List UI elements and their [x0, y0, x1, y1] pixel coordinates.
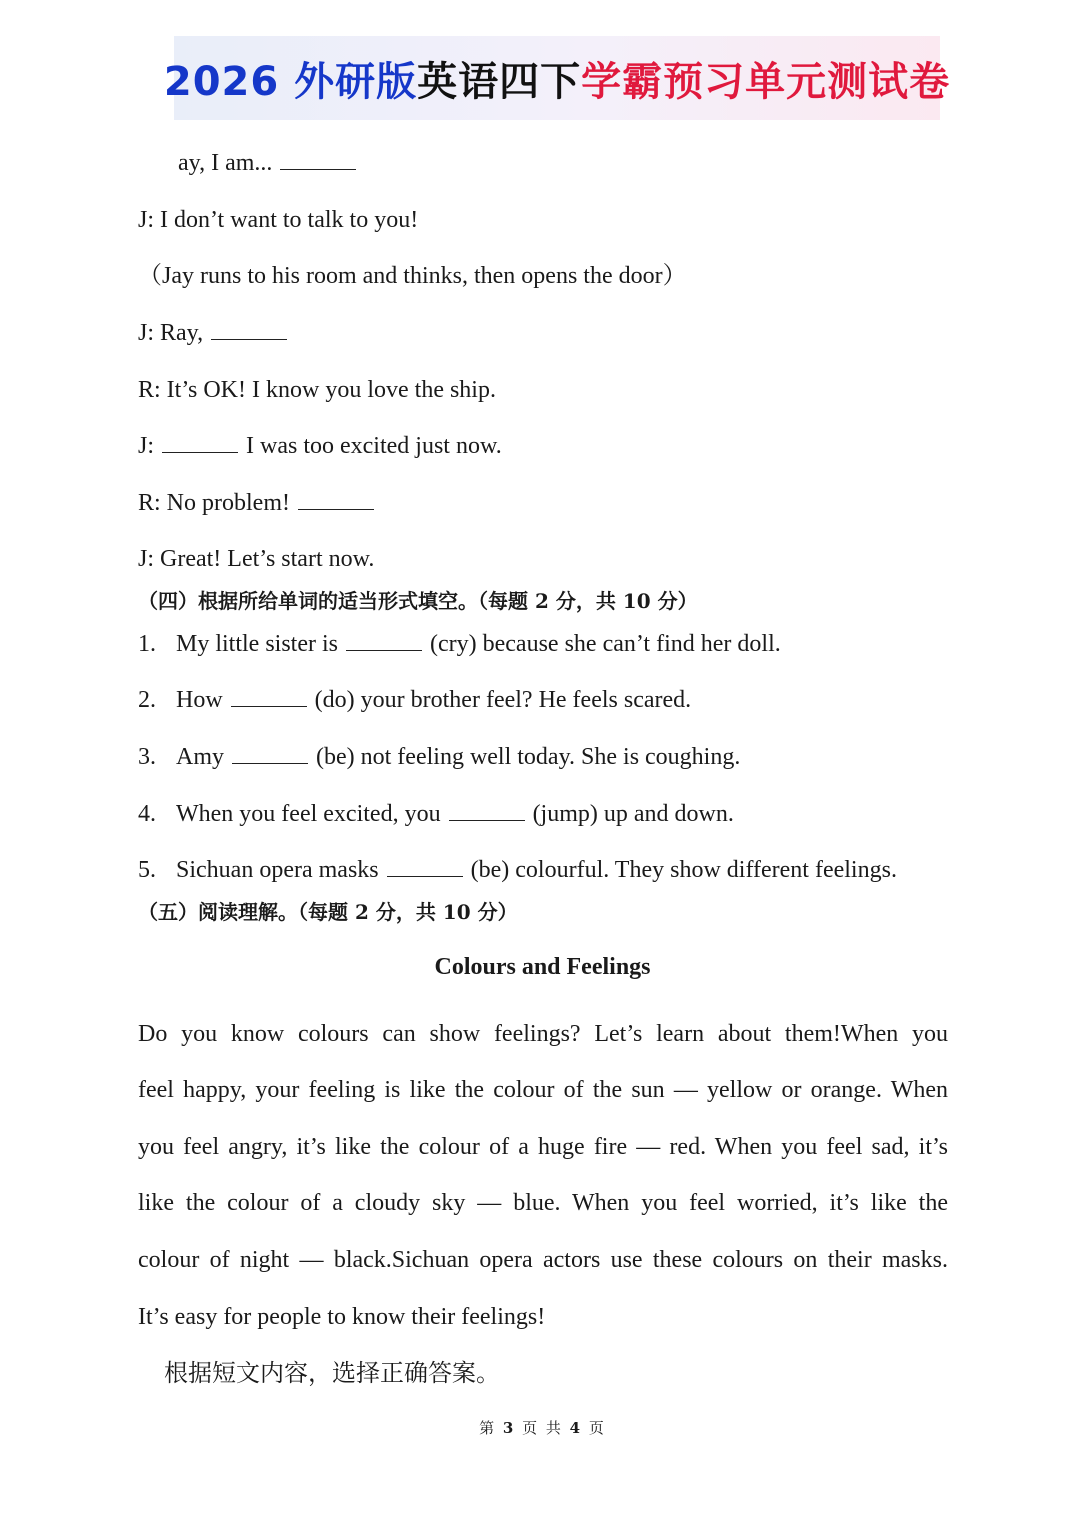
question-instruction: 根据短文内容，选择正确答案。 [164, 1359, 500, 1387]
section-5-heading: （五）阅读理解。（每题 2 分，共 10 分） [138, 900, 518, 924]
question-3: 3. Amy (be) not feeling well today. She is coughing. [138, 744, 741, 770]
answer-blank[interactable] [231, 686, 307, 707]
question-4: 4. When you feel excited, you (jump) up and down. [138, 801, 734, 827]
passage-line-2: feel happy, your feeling is like the colour of the sun — yellow or orange. When [138, 1077, 948, 1103]
page-number: 3 [502, 1419, 516, 1437]
answer-blank[interactable] [449, 800, 525, 821]
section-4-heading: （四）根据所给单词的适当形式填空。（每题 2 分，共 10 分） [138, 589, 698, 613]
stage-direction: （Jay runs to his room and thinks, then opens the door） [138, 263, 687, 289]
passage-line-5: colour of night — black.Sichuan opera actors use these colours on their masks. [138, 1247, 948, 1273]
passage-line-6: It’s easy for people to know their feelings! [138, 1304, 546, 1330]
passage-line-3: you feel angry, it’s like the colour of a huge fire — red. When you feel sad, it’s [138, 1134, 948, 1160]
passage-title: Colours and Feelings [434, 954, 651, 980]
dialogue-line-4: J: Ray, [138, 318, 289, 348]
dialogue-line-5: R: It’s OK! I know you love the ship. [138, 377, 496, 403]
question-5: 5. Sichuan opera masks (be) colourful. They show different feelings. [138, 857, 897, 883]
dialogue-line-8: J: Great! Let’s start now. [138, 546, 375, 572]
passage-line-1: Do you know colours can show feelings? Let’s learn about them!When you [138, 1021, 948, 1047]
page-footer: 第 3 页 共 4 页 [479, 1419, 606, 1437]
banner-subject: 英语四下 [417, 58, 582, 105]
answer-blank[interactable] [162, 432, 238, 453]
header-banner [163, 36, 951, 120]
page-total: 4 [569, 1419, 583, 1437]
dialogue-line-7: R: No problem! [138, 488, 376, 518]
answer-blank[interactable] [298, 489, 374, 510]
answer-blank[interactable] [280, 149, 356, 170]
dialogue-line-2: J: I don’t want to talk to you! [138, 207, 419, 233]
question-2: 2. How (do) your brother feel? He feels scared. [138, 687, 692, 713]
banner-test-title: 学霸预习单元测试卷 [581, 58, 951, 105]
dialogue-line-6: J: I was too excited just now. [138, 433, 502, 459]
banner-year-publisher: 2026 外研版 [163, 58, 418, 105]
passage-line-4: like the colour of a cloudy sky — blue. When you feel worried, it’s like the [138, 1190, 948, 1216]
answer-blank[interactable] [232, 743, 308, 764]
answer-blank[interactable] [211, 319, 287, 340]
answer-blank[interactable] [387, 856, 463, 877]
dialogue-line-1: ay, I am... [178, 148, 358, 178]
answer-blank[interactable] [346, 630, 422, 651]
question-1: 1. My little sister is (cry) because she can’t find her doll. [138, 631, 781, 657]
